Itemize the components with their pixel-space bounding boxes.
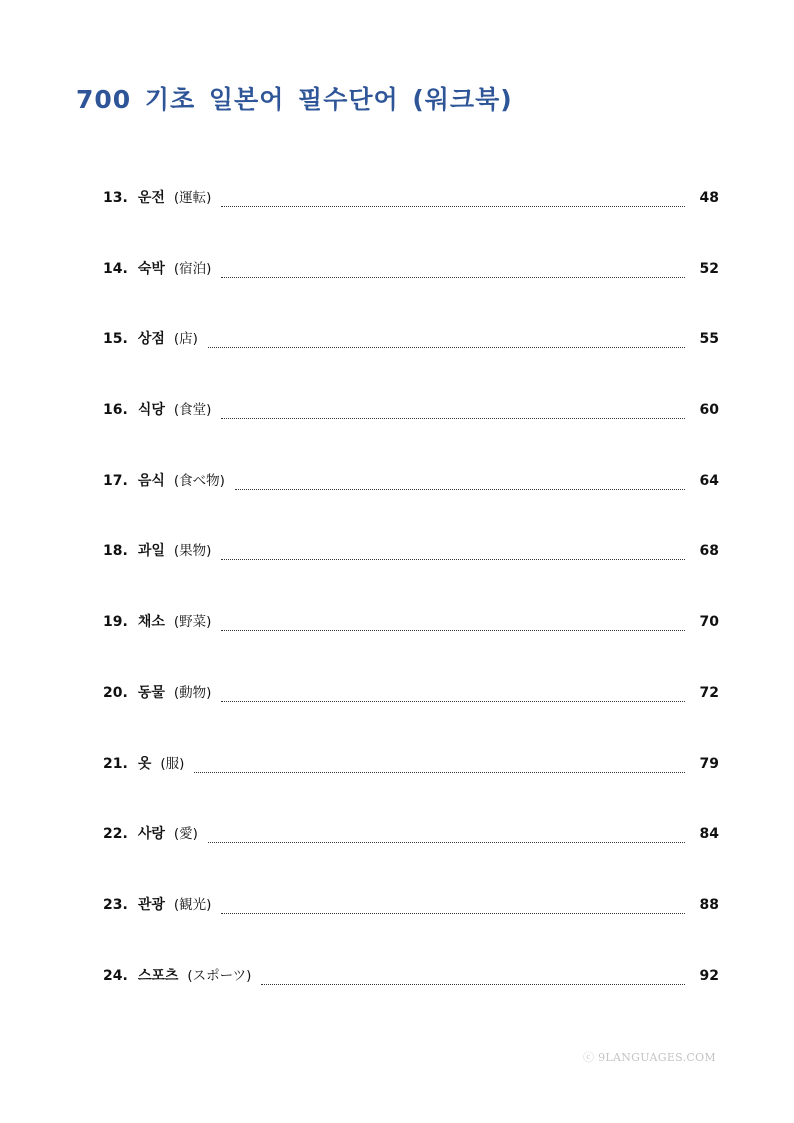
dot-leader <box>194 771 685 773</box>
toc-page-number: 92 <box>699 967 719 984</box>
toc-page-number: 84 <box>699 826 719 843</box>
toc-entry[interactable] <box>103 822 719 893</box>
toc-page-number: 70 <box>699 614 719 631</box>
toc-number: 19. <box>103 614 128 631</box>
dot-leader <box>221 700 685 702</box>
toc-korean-title: 스포츠 <box>137 967 179 984</box>
toc-korean-title: 사랑 <box>137 826 165 843</box>
toc-entry[interactable] <box>103 681 719 752</box>
toc-japanese-title: (動物) <box>173 684 212 701</box>
toc-korean-title: 운전 <box>137 190 165 206</box>
toc-korean-title: 동물 <box>137 684 165 701</box>
dot-leader <box>208 841 685 843</box>
toc-number: 24. <box>103 967 128 984</box>
toc-entry[interactable] <box>103 469 719 540</box>
dot-leader <box>221 205 685 207</box>
toc-korean-title: 채소 <box>137 614 165 631</box>
toc-entry[interactable] <box>103 539 719 610</box>
toc-page-number: 60 <box>699 402 719 419</box>
toc-japanese-title: (服) <box>160 755 185 772</box>
dot-leader <box>221 558 685 560</box>
toc-entry[interactable] <box>103 893 719 964</box>
table-of-contents <box>103 186 719 1034</box>
toc-entry[interactable] <box>103 752 719 823</box>
dot-leader <box>221 276 685 278</box>
toc-page-number: 55 <box>699 331 719 348</box>
toc-japanese-title: (観光) <box>173 896 212 913</box>
toc-number: 16. <box>103 402 128 419</box>
toc-number: 13. <box>103 190 128 206</box>
toc-korean-title: 음식 <box>137 472 165 489</box>
dot-leader <box>235 488 685 490</box>
toc-number: 22. <box>103 826 128 843</box>
toc-page-number: 48 <box>699 190 719 206</box>
toc-page-number: 79 <box>699 755 719 772</box>
toc-number: 14. <box>103 260 128 277</box>
copyright-footer: ⓒ 9LANGUAGES.COM <box>583 1051 716 1064</box>
toc-number: 17. <box>103 472 128 489</box>
toc-korean-title: 상점 <box>137 331 165 348</box>
toc-korean-title: 옷 <box>137 755 152 772</box>
toc-japanese-title: (宿泊) <box>173 260 212 277</box>
toc-entry[interactable] <box>103 257 719 328</box>
toc-japanese-title: (運転) <box>173 190 212 206</box>
toc-japanese-title: (食べ物) <box>173 472 225 489</box>
toc-japanese-title: (愛) <box>173 826 198 843</box>
toc-japanese-title: (店) <box>173 331 198 348</box>
dot-leader <box>208 346 685 348</box>
toc-page-number: 64 <box>699 472 719 489</box>
toc-page-number: 52 <box>699 260 719 277</box>
toc-page-number: 88 <box>699 896 719 913</box>
toc-entry[interactable] <box>103 398 719 469</box>
toc-korean-title: 식당 <box>137 402 165 419</box>
dot-leader <box>221 629 685 631</box>
page-title: 700 기초 일본어 필수단어 (워크북) <box>76 85 513 114</box>
toc-number: 15. <box>103 331 128 348</box>
toc-number: 21. <box>103 755 128 772</box>
toc-number: 23. <box>103 896 128 913</box>
toc-entry[interactable] <box>103 964 719 1035</box>
toc-number: 18. <box>103 543 128 560</box>
toc-korean-title: 과일 <box>137 543 165 560</box>
dot-leader <box>221 912 685 914</box>
toc-korean-title: 숙박 <box>137 260 165 277</box>
toc-entry[interactable] <box>103 186 719 257</box>
toc-japanese-title: (野菜) <box>173 614 212 631</box>
toc-page-number: 72 <box>699 684 719 701</box>
toc-japanese-title: (食堂) <box>173 402 212 419</box>
toc-japanese-title: (スポーツ) <box>187 967 252 984</box>
dot-leader <box>221 417 685 419</box>
toc-korean-title: 관광 <box>137 896 165 913</box>
toc-entry[interactable] <box>103 610 719 681</box>
toc-number: 20. <box>103 684 128 701</box>
dot-leader <box>261 983 685 985</box>
toc-japanese-title: (果物) <box>173 543 212 560</box>
toc-entry[interactable] <box>103 327 719 398</box>
toc-page-number: 68 <box>699 543 719 560</box>
